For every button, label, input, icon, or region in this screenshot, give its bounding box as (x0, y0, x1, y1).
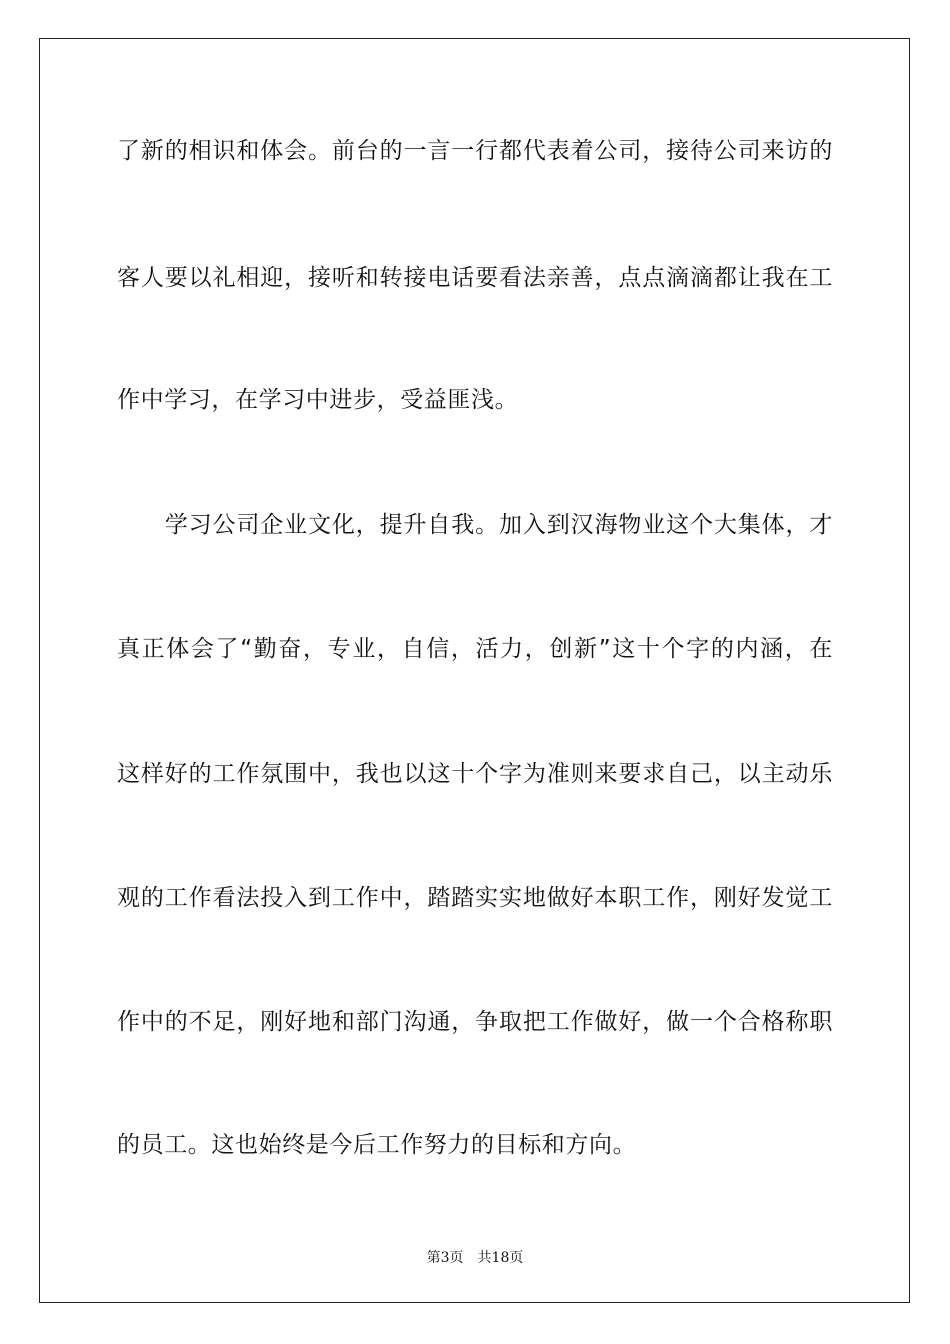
page-footer (0, 1247, 950, 1267)
paragraph-line: 真正体会了“勤奋，专业，自信，活力，创新”这十个字的内涵，在 (117, 636, 833, 662)
paragraph-line: 学习公司企业文化，提升自我。加入到汉海物业这个大集体，才 (117, 512, 833, 538)
paragraph-line: 作中学习，在学习中进步，受益匪浅。 (117, 387, 519, 413)
paragraph-line: 这样好的工作氛围中，我也以这十个字为准则来要求自己，以主动乐 (117, 761, 833, 787)
page-border (39, 38, 910, 1303)
paragraph-line: 观的工作看法投入到工作中，踏踏实实地做好本职工作，刚好发觉工 (117, 885, 833, 911)
page-number: 第3页 (426, 1250, 464, 1266)
paragraph-line: 客人要以礼相迎，接听和转接电话要看法亲善，点点滴滴都让我在工 (117, 265, 833, 291)
paragraph-line: 了新的相识和体会。前台的一言一行都代表着公司，接待公司来访的 (117, 138, 833, 164)
page-total: 共18页 (477, 1250, 524, 1266)
paragraph-line: 的员工。这也始终是今后工作努力的目标和方向。 (117, 1132, 637, 1158)
paragraph-line: 作中的不足，刚好地和部门沟通，争取把工作做好，做一个合格称职 (117, 1009, 833, 1035)
